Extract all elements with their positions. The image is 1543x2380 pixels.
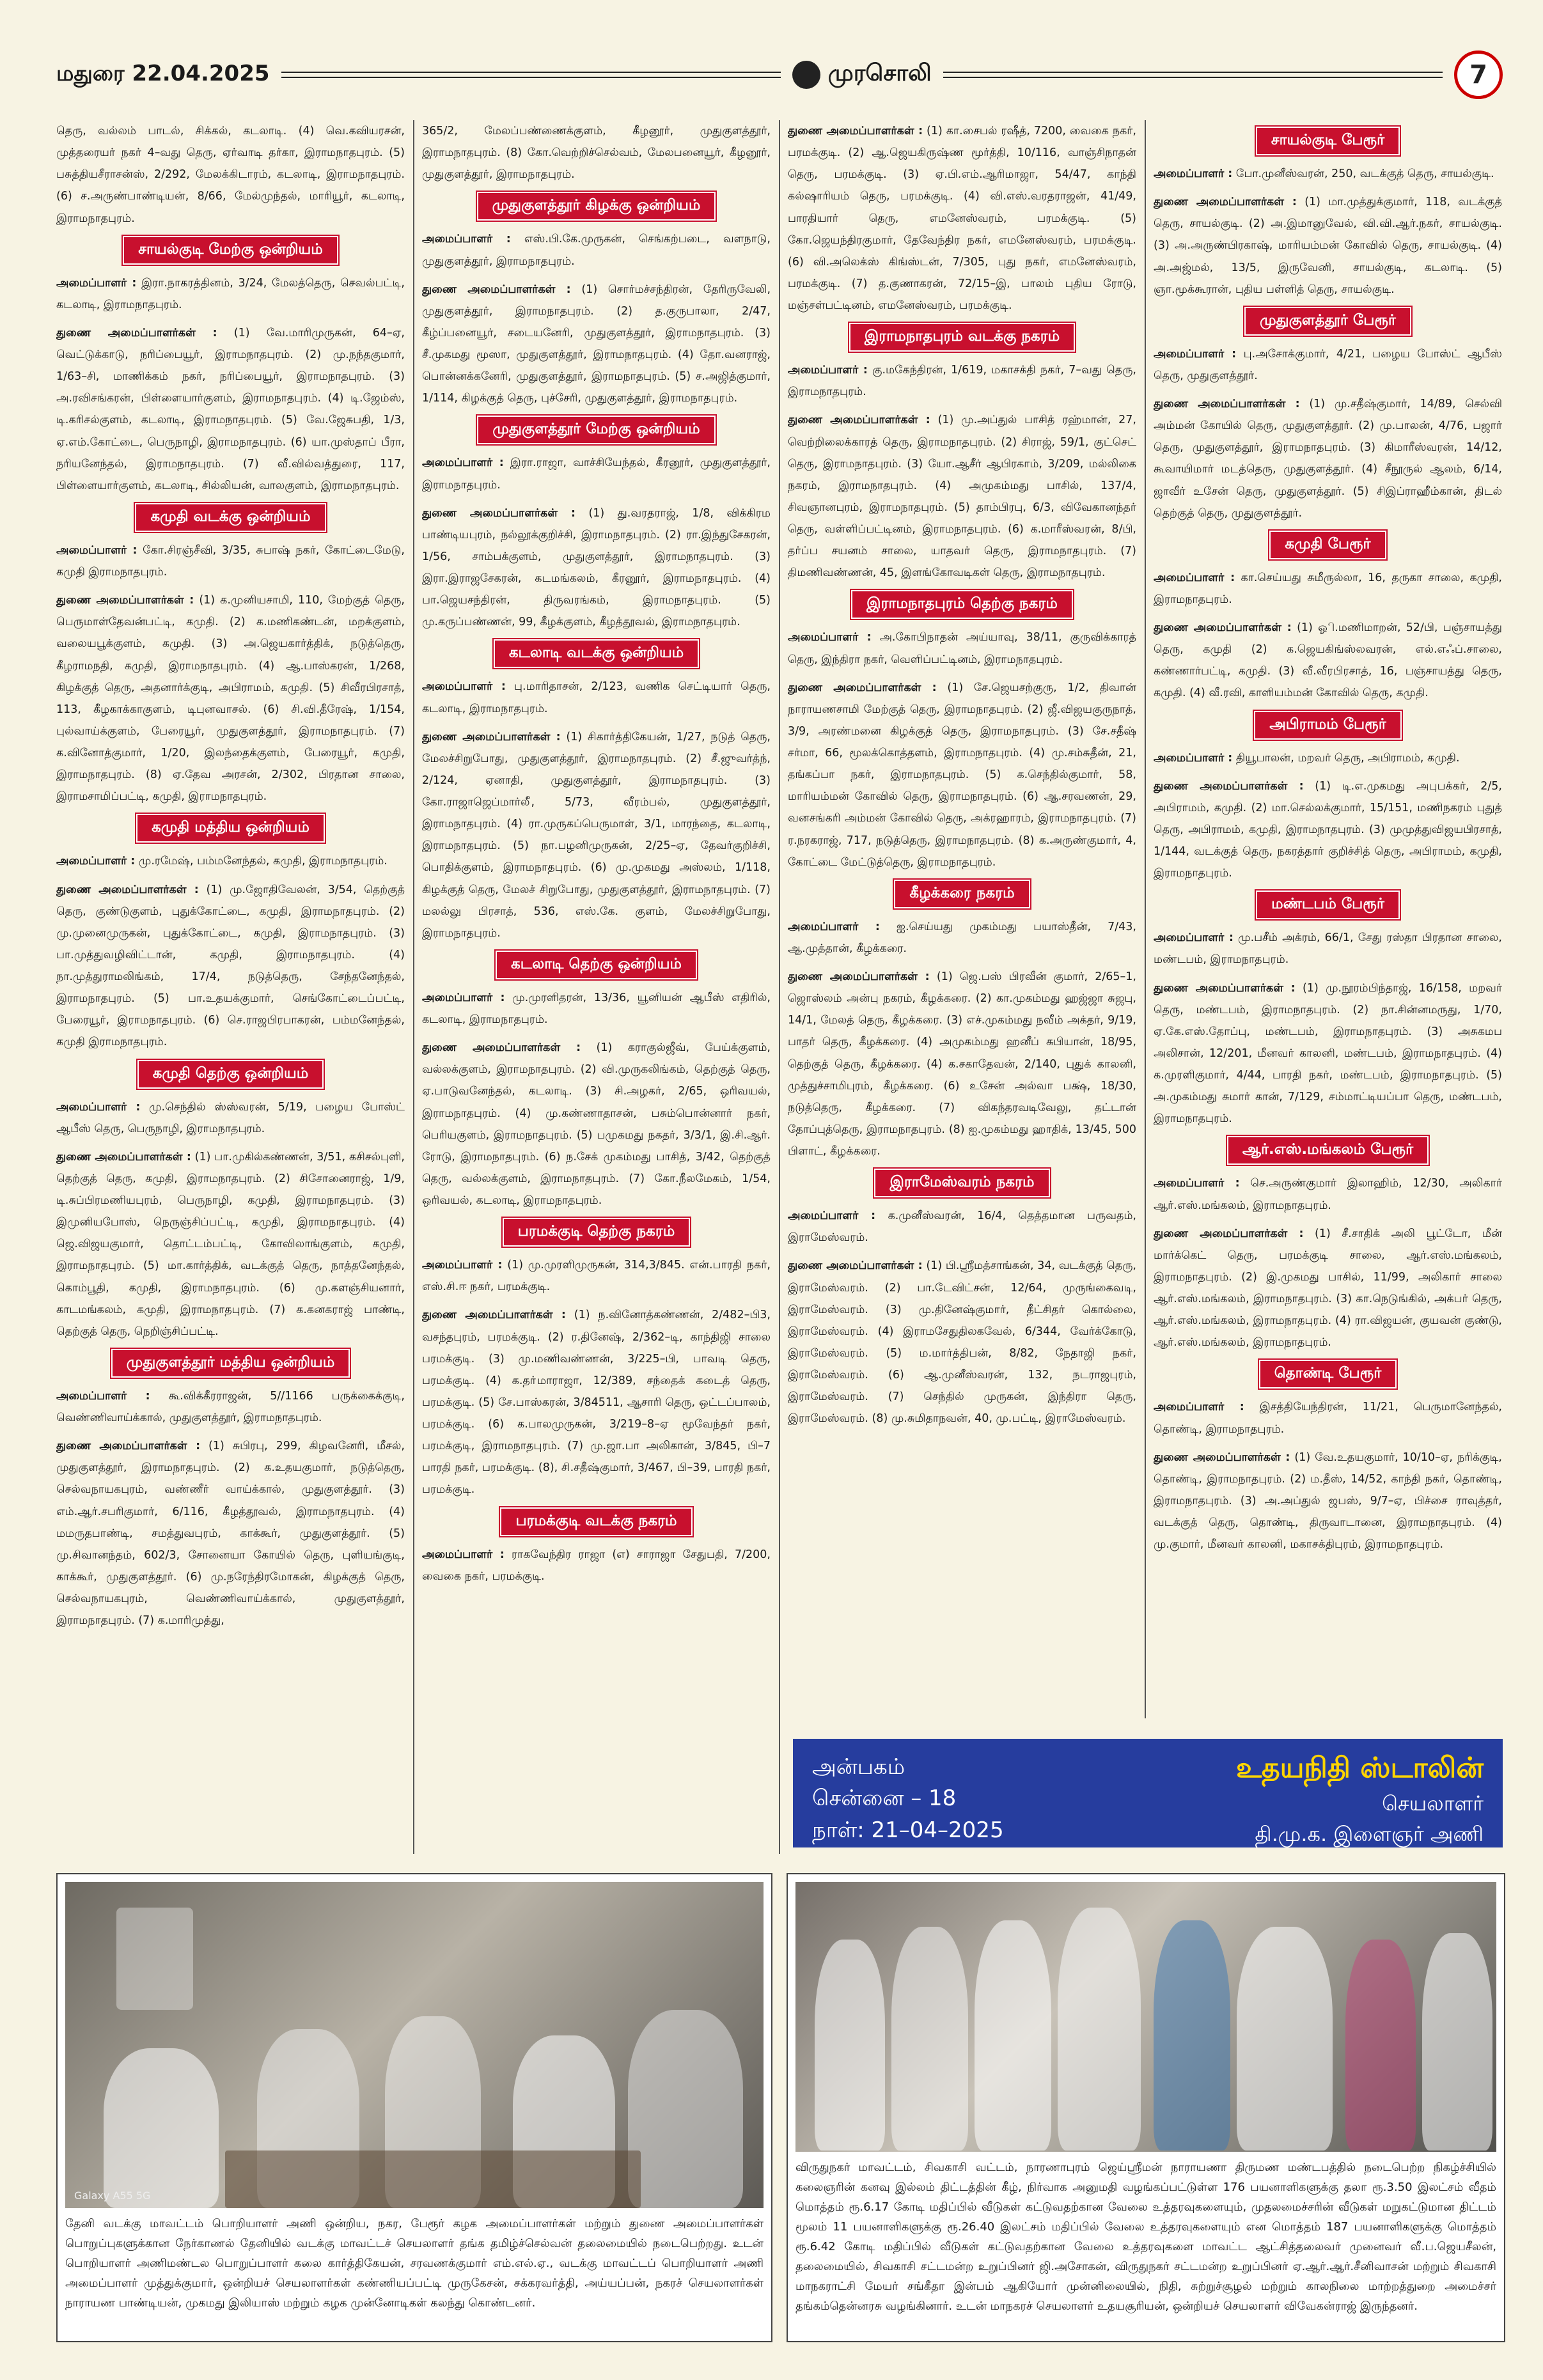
entry-body: (1) வே.மாரிமுருகன், 64–ஏ, வெட்டுக்காடு, நரிப்பையூர், இராமநாதபுரம். (2) மு.நந்தகுமார், 1/63–சி, மாணிக்கம் நகர், நரிப்பையூர், இராமநாதபுரம். (3) அ.ரவிசங்கரன், பிள்ளையார்குளம், இராமநாதபுரம். (4) டி.ஜேம்ஸ், டி.கரிசல்குளம், கடலாடி, இராமநாதபுரம். (5) வே.ஜேசுபதி, 1/3, ஏ.எம்.கோட்டை, பெருநாழி, இராமநாதபுரம். (6) யா.முஸ்தாப் பீரா, நரியனேந்தல், இராமநாதபுரம். (7) வீ.வில்வத்துரை, 117, பிள்ளையார்குளம், கடலாடி, சில்லியன், வாலகுளம், இராமநாதபுரம். xyxy=(56,326,405,492)
roster-entry xyxy=(1154,567,1502,611)
roster-entry xyxy=(1154,927,1502,970)
entry-body: (1) சுபிரபு, 299, கிழவனேரி, மீசல், முதுகுளத்தூர், இராமநாதபுரம். (2) க.உதயகுமார், நடுத்தெரு, செல்வநாயகபுரம், வண்ணீர் வாய்க்கால், முதுகுளத்தூர். (3) எம்.ஆர்.சபரிகுமார், 6/116, கீழத்தூவல், இராமநாதபுரம். (4) மமருதபாண்டி, சமத்துவபுரம், காக்கூர், முதுகுளத்தூர். (5) மு.சிவானந்தம், 602/3, சோனையா கோயில் தெரு, புளியங்குடி, காக்கூர், முதுகுளத்தூர். (6) மு.நரேந்திரமோகன், கிழக்குத் தெரு, செல்வநாயகபுரம், வெண்ணிவாய்க்கால், முதுகுளத்தூர், இராமநாதபுரம். (7) க.மாரிமுத்து, xyxy=(56,1440,405,1628)
roster-entry xyxy=(56,1385,405,1429)
entry-body: (1) க.முனியசாமி, 110, மேற்குத் தெரு, பெருமாள்தேவன்பட்டி, கமுதி. (2) க.மணிகண்டன், மறக்குளம், வலையபூக்குளம், கமுதி. (3) அ.ஜெயகார்த்திக், நடுத்தெரு, கீழராமநதி, கமுதி, இராமநாதபுரம். (4) ஆ.பாஸ்கரன், 1/268, கிழக்குத் தெரு, அதனார்க்குடி, அபிராமம், கமுதி. (5) சிவீரபிரசாத், 113, கீழகாக்காகுளம், டிபுனவாசல். (6) சி.வி.தீரேஷ், 1/154, புல்வாய்க்குளம், பேரையூர், முதுகுளத்தூர், இராமநாதபுரம். (7) க.வினோத்குமார், 1/20, இலந்தைக்குளம், பேரையூர், கமுதி, இராமநாதபுரம். (8) ஏ.தேவ அரசன், 2/302, பிரதான சாலை, இராமசாமிப்பட்டி, கமுதி, இராமநாதபுரம். xyxy=(56,594,405,804)
entry-role: துணை அமைப்பாளர்கள் : xyxy=(1154,196,1297,209)
entry-body: (1) து.வரதராஜ், 1/8, விக்கிரம பாண்டியபுரம், நல்லூக்குறிச்சி, இராமநாதபுரம். (2) ரா.இந்துசேகரன், 1/56, சாம்பக்குளம், முதுகுளத்தூர், இராமநாதபுரம். (3) இரா.இராஜசேகரன், கடமங்கலம், கீரனூர், இராமநாதபுரம். (4) பா.ஜெயசந்திரன், திருவரங்கம், இராமநாதபுரம். (5) மு.கருப்பண்ணன், 99, கீழக்குளம், கீழத்தூவல், இராமநாதபுரம். xyxy=(422,506,771,629)
roster-entry xyxy=(422,120,771,185)
entry-role: துணை அமைப்பாளர்கள் : xyxy=(1154,1451,1290,1464)
entry-body: மு.முரளிதரன், 13/36, யூனியன் ஆபீஸ் எதிரில், கடலாடி, இராமநாதபுரம். xyxy=(422,991,771,1026)
roster-entry xyxy=(56,879,405,1054)
meeting-photo xyxy=(65,1882,764,2208)
place-date: மதுரை 22.04.2025 xyxy=(56,61,270,86)
section-heading: முதுகுளத்தூர் மத்திய ஒன்றியம் xyxy=(111,1349,350,1378)
entry-role: துணை அமைப்பாளர்கள் : xyxy=(1154,398,1300,410)
entry-role: துணை அமைப்பாளர்கள் : xyxy=(788,125,923,137)
entry-role: துணை அமைப்பாளர்கள் : xyxy=(56,594,194,607)
signatory-org: தி.மு.க. இளைஞர் அணி xyxy=(1255,1822,1484,1846)
entry-body: (1) பி.ஸ்ரீமத்சாங்கன், 34, வடக்குத் தெரு, இராமேஸ்வரம். (2) பா.டேவிட்சன், 12/64, முருங்கைவடி, இராமேஸ்வரம். (3) மு.தினேஷ்குமார், தீட்சிதர் கொல்லை, இராமேஸ்வரம். (4) இராமசேதுதிலகவேல், 6/344, வேர்க்கோடு, இராமேஸ்வரம். (5) ம.மார்த்திபன், 8/82, நேதாஜி நகர், இராமேஸ்வரம். (6) ஆ.முனீஸ்வரன், 132, நடராஜபுரம், இராமேஸ்வரம். (7) செந்தில் முருகன், இந்திரா தெரு, இராமேஸ்வரம். (8) மு.சுமிதாநவன், 40, மு.பட்டி, இராமேஸ்வரம். xyxy=(788,1259,1136,1426)
entry-role: அமைப்பாளர் : xyxy=(1154,347,1237,361)
section-heading: இராமேஸ்வரம் நகரம் xyxy=(874,1169,1049,1197)
section-heading: கடலாடி தெற்கு ஒன்றியம் xyxy=(496,951,697,979)
entry-role: அமைப்பாளர் : xyxy=(56,1389,150,1403)
entry-role: அமைப்பாளர் : xyxy=(422,1548,505,1561)
entry-body: பு.அசோக்குமார், 4/21, பழைய போஸ்ட் ஆபீஸ் தெரு, முதுகுளத்தூர். xyxy=(1154,347,1502,382)
entry-body: பு.மாரிதாசன், 2/123, வணிக செட்டியார் தெரு, கடலாடி, இராமநாதபுரம். xyxy=(422,680,771,715)
entry-body: (1) மு.முரளிமுருகன், 314,3/845. என்.பாரதி நகர், எஸ்.சி.ஈ நகர், பரமக்குடி. xyxy=(422,1259,771,1294)
entry-body: போ.முனீஸ்வரன், 250, வடக்குத் தெரு, சாயல்குடி. xyxy=(1235,167,1494,180)
entry-role: துணை அமைப்பாளர்கள் : xyxy=(788,414,930,427)
entry-body: தியூபாலன், மறவர் தெரு, அபிராமம், கமுதி. xyxy=(1235,751,1460,765)
section-heading: முதுகுளத்தூர் கிழக்கு ஒன்றியம் xyxy=(477,192,716,221)
roster-entry xyxy=(1154,343,1502,387)
entry-role: அமைப்பாளர் : xyxy=(56,1100,141,1114)
entry-body: (1) மு.அப்துல் பாசித் ரஹ்மான், 27, வெற்றிலைக்காரத் தெரு, இராமநாதபுரம். (2) சிராஜ், 59/1, குட்செட் தெரு, இராமநாதபுரம். (3) யோ.ஆசீர் ஆபிரகாம், 3/209, மல்லிகை நகரம், இராமநாதபுரம். (4) அமுகம்மது பாசில், 137/4, சிவஞானபுரம், இராமநாதபுரம். (5) தாம்பிரபு, 6/3, விவேகானந்தர் தெரு, வள்ளிப்பட்டினம், இராமநாதபுரம். (6) க.மாரீஸ்வரன், 8/பி, தர்ப்ப சயனம் சாலை, யாதவர் தெரு, இராமநாதபுரம். (7) திமணிவண்ணன், 45, இளங்கோவடிகள் தெரு, இராமநாதபுரம். xyxy=(788,414,1136,580)
entry-body: (1) மு.நூரம்பிந்தாஜ், 16/158, மறவர் தெரு, மண்டபம், இராமநாதபுரம். (2) நா.சின்னமருது, 1/70, ஏ.கே.எஸ்.தோப்பு, மண்டபம், இராமநாதபுரம். (3) அசுகமப அலிசான், 12/201, மீனவர் காலனி, மண்டபம், இராமநாதபுரம். (4) க.முரளிகுமார், 4/44, பாரதி நகர், மண்டபம், இராமநாதபுரம். (5) அ.முகம்மது சுமார் கான், 7/129, சம்மாட்டியப்பா தெரு, மண்டபம், இராமநாதபுரம். xyxy=(1154,981,1502,1126)
entry-body: கோ.சிரஞ்சீவி, 3/35, சுபாஷ் நகர், கோட்டைமேடு, கமுதி இராமநாதபுரம். xyxy=(56,543,405,579)
roster-entry xyxy=(422,1254,771,1298)
ceremony-photo xyxy=(795,1882,1496,2152)
entry-body: தெரு, வல்லம் பாடல், சிக்கல், கடலாடி. (4) வெ.கவியரசன், முத்தரையர் நகர் 4–வது தெரு, ஏர்வாடி தர்கா, இராமநாதபுரம். (5) பசுத்தியசீராசன்ஸ், 2/292, மேலக்கிடாரம், கடலாடி, இராமநாதபுரம். (6) ச.அருண்பாண்டியன், 8/66, மேல்முந்தல், மாரியூர், கடலாடி, இராமநாதபுரம். xyxy=(56,125,405,225)
roster-entry xyxy=(788,409,1136,584)
announcement-origin xyxy=(793,1739,1148,1847)
column-1 xyxy=(56,120,405,1854)
section-heading: கமுதி தெற்கு ஒன்றியம் xyxy=(137,1060,324,1089)
roster-entry xyxy=(422,676,771,719)
section-heading: கமுதி வடக்கு ஒன்றியம் xyxy=(135,503,325,532)
section-heading: சாயல்குடி பேரூர் xyxy=(1256,127,1400,155)
roster-entry xyxy=(422,279,771,410)
entry-role: அமைப்பாளர் : xyxy=(1154,751,1233,765)
section-heading: பரமக்குடி தெற்கு நகரம் xyxy=(503,1218,691,1247)
entry-body: (1) சொர்மச்சந்திரன், தேரிருவேலி, முதுகுளத்தூர், இராமநாதபுரம். (2) த.குருபாலா, 2/47, கீழ்ப்பனையூர், சடையனேரி, முதுகுளத்தூர், இராமநாதபுரம். (3) சீ.முகமது மூஸா, முதுகுளத்தூர், இராமநாதபுரம். (4) தோ.வனராஜ், பொன்னக்கனேரி, முதுகுளத்தூர், இராமநாதபுரம். (5) ச.அஜித்குமார், 1/114, கிழக்குத் தெரு, புச்சேரி, முதுகுளத்தூர், இராமநாதபுரம். xyxy=(422,283,771,405)
section-heading: தொண்டி பேரூர் xyxy=(1259,1360,1397,1388)
roster-entry xyxy=(1154,1172,1502,1216)
entry-role: அமைப்பாளர் : xyxy=(422,991,505,1004)
entry-body: (1) மு.சதீஷ்குமார், 14/89, செல்வி அம்மன் கோயில் தெரு, முதுகுளத்தூர். (2) மு.பாலன், 4/76, பஜார் தெரு, முதுகுளத்தூர், இராமநாதபுரம். (3) கிமாரீஸ்வரன், 14/12, கூவாயிமார் மடத்தெரு, முதுகுளத்தூர். (4) சீநூருல் ஆலம், 6/14, ஜாவீர் உசேன் தெரு, முதுகுளத்தூர். (5) சிஇப்ராஹீம்கான், திடல் தெற்குத் தெரு, முதுகுளத்தூர். xyxy=(1154,398,1502,520)
entry-role: துணை அமைப்பாளர்கள் : xyxy=(422,730,561,743)
section-heading: இராமநாதபுரம் தெற்கு நகரம் xyxy=(851,590,1073,619)
roster-entry xyxy=(56,1146,405,1342)
entry-role: அமைப்பாளர் : xyxy=(788,364,868,377)
photo-caption-left: தேனி வடக்கு மாவட்டம் பொறியாளர் அணி ஒன்றிய, நகர, பேரூர் கழக அமைப்பாளர்கள் மற்றும் துணை அமைப்பாளர்கள் பொறுப்புகளுக்கான நேர்காணல் தேனியில் வடக்கு மாவட்டச் செயலாளர் தங்க தமிழ்ச்செல்வன் தலைமையில் நடைபெற்றது. உடன் பொறியாளர் அணிமண்டல பொறுப்பாளர் கலை கார்த்திகேயன், சரவணக்குமார் எம்.எல்.ஏ., வடக்கு மாவட்டப் பொறியாளர் அணி அமைப்பாளர் முத்துக்குமார், ஒன்றியச் செயலாளர்கள் கண்ணியப்பட்டி முருகேசன், சக்கரவர்த்தி, அய்யப்பன், நகரச் செயலாளர்கள் நாராயண பாண்டியன், முகமது இலியாஸ் மற்றும் கழக முன்னோடிகள் கலந்து கொண்டனர். xyxy=(65,2217,764,2310)
roster-entry xyxy=(788,626,1136,670)
roster-entry xyxy=(1154,1223,1502,1354)
announcement-date: நாள்: 21–04–2025 xyxy=(812,1817,1004,1843)
entry-role: துணை அமைப்பாளர்கள் : xyxy=(56,326,217,339)
page-number: 7 xyxy=(1454,51,1503,99)
roster-entry xyxy=(788,120,1136,316)
paper-name: முரசொலி xyxy=(827,60,932,86)
roster-entry xyxy=(1154,1396,1502,1440)
entry-role: துணை அமைப்பாளர்கள் : xyxy=(788,970,930,983)
section-heading: கீழக்கரை நகரம் xyxy=(894,880,1030,908)
entry-body: ஐ.செய்யது முகம்மது பயாஸ்தீன், 7/43, ஆ.முத்தான், கீழக்கரை. xyxy=(788,920,1136,955)
roster-entry xyxy=(1154,747,1502,769)
entry-body: கு.மகேந்திரன், 1/619, மகாசக்தி நகர், 7–வது தெரு, இராமநாதபுரம். xyxy=(788,364,1136,399)
column-3 xyxy=(788,120,1136,1718)
column-4 xyxy=(1154,120,1502,1718)
section-heading: முதுகுளத்தூர் பேரூர் xyxy=(1244,307,1411,336)
roster-entry xyxy=(788,916,1136,960)
roster-entry xyxy=(788,677,1136,873)
entry-role: துணை அமைப்பாளர்கள் : xyxy=(422,1041,581,1055)
entry-role: அமைப்பாளர் : xyxy=(1154,1177,1240,1190)
entry-body: (1) சீ.சாதிக் அலி பூட்டோ, மீன் மார்க்கெட் தெரு, பரமக்குடி சாலை, ஆர்.எஸ்.மங்கலம், இராமநாதபுரம். (2) இ.முகமது பாசில், 11/99, அலிகார் சாலை ஆர்.எஸ்.மங்கலம், இராமநாதபுரம். (3) கா.நெடுங்கில், அக்பர் தெரு, ஆர்.எஸ்.மங்கலம், இராமநாதபுரம். (4) ரா.விஜயன், குயவன் குண்டு, ஆர்.எஸ்.மங்கலம், இராமநாதபுரம். xyxy=(1154,1227,1502,1349)
column-2 xyxy=(422,120,771,1854)
roster-entry xyxy=(422,1544,771,1587)
entry-body: எஸ்.பி.கே.முருகன், செங்கற்படை, வளநாடு, முதுகுளத்தூர், இராமநாதபுரம். xyxy=(422,233,771,268)
roster-entry xyxy=(1154,977,1502,1130)
section-heading: கடலாடி வடக்கு ஒன்றியம் xyxy=(494,639,699,668)
roster-entry xyxy=(56,1435,405,1631)
entry-role: அமைப்பாளர் : xyxy=(788,1209,876,1223)
photo-watermark: Galaxy A55 5G xyxy=(74,2189,151,2202)
announcement-box xyxy=(793,1739,1503,1847)
entry-role: துணை அமைப்பாளர்கள் : xyxy=(788,681,937,694)
entry-body: கா.செய்யது சுமீருல்லா, 16, தருகா சாலை, கமுதி, இராமநாதபுரம். xyxy=(1154,571,1502,606)
column-divider xyxy=(1145,120,1146,1718)
entry-role: அமைப்பாளர் : xyxy=(1154,931,1234,945)
roster-entry xyxy=(56,540,405,583)
roster-entry xyxy=(788,1205,1136,1248)
entry-body: மு.பசீம் அக்ரம், 66/1, சேது ரஸ்தா பிரதான சாலை, மண்டபம், இராமநாதபுரம். xyxy=(1154,931,1502,967)
entry-body: இரா.நாகரத்தினம், 3/24, மேலத்தெரு, செவல்பட்டி, கடலாடி, இராமநாதபுரம். xyxy=(56,276,405,311)
entry-body: (1) பா.முகில்கண்ணன், 3/51, கசிசல்புளி, தெற்குத் தெரு, கமுதி, இராமநாதபுரம். (2) சிசோனைராஜ், 1/9, டி.சுப்பிரமணியபுரம், பெருநாழி, கமுதி, இராமநாதபுரம். (3) இமுனியபோஸ், நெருஞ்சிப்பட்டி, கமுதி, இராமநாதபுரம். (4) ஜெ.விஜயகுமார், தொட்டம்பட்டி, கோவிலாங்குளம், கமுதி, இராமநாதபுரம். (5) மா.கார்த்திக், வடக்குத் தெரு, நாத்தனேந்தல், கொம்பூதி, கமுதி, இராமநாதபுரம். (6) மு.களஞ்சியனார், காடமங்கலம், கமுதி, இராமநாதபுரம். (7) க.கனகராஜ் பாண்டி, தெற்குத் தெரு, நெறிஞ்சிப்பட்டி. xyxy=(56,1150,405,1338)
article-grid xyxy=(56,120,1503,1854)
section-heading: இராமநாதபுரம் வடக்கு நகரம் xyxy=(849,323,1075,352)
entry-role: அமைப்பாளர் : xyxy=(1154,571,1235,584)
masthead-rule-right xyxy=(943,72,1443,78)
entry-body: (1) ந.வினோத்கண்ணன், 2/482–பி3, வசந்தபுரம், பரமக்குடி. (2) ர.தினேஷ், 2/362–டி, காந்திஜி சாலை பரமக்குடி. (3) மு.மணிவண்ணன், 3/225–பி, பாவடி தெரு, பரமக்குடி. (4) க.தா்மாராஜா, 12/389, சந்தைக் கடைத் தெரு, பரமக்குடி. (5) சே.பாஸ்கரன், 3/84511, ஆசாரி தெரு, ஒட்டப்பாலம், பரமக்குடி. (6) க.பாலமுருகன், 3/219–8–ஏ மூவேந்தர் நகர், பரமக்குடி, இராமநாதபுரம். (7) மு.ஜா.பா அலிகான், 3/845, பி–7 பாரதி நகர், பரமக்குடி. (8), சி.சதீஷ்குமார், 3/467, பி–39, பாரதி நகர், பரமக்குடி. xyxy=(422,1309,771,1497)
section-heading: பரமக்குடி வடக்கு நகரம் xyxy=(500,1507,692,1536)
entry-body: கூ.விக்கீரராஜன், 5//1166 பருக்கைக்குடி, வெண்ணிவாய்க்கால், முதுகுளத்தூர், இராமநாதபுரம். xyxy=(56,1389,405,1424)
masthead-title xyxy=(792,60,932,89)
entry-role: அமைப்பாளர் : xyxy=(1154,167,1233,180)
entry-role: துணை அமைப்பாளர்கள் : xyxy=(1154,981,1296,995)
roster-entry xyxy=(422,502,771,634)
entry-body: 365/2, மேலப்பண்ணைக்குளம், கீழனூர், முதுகுளத்தூர், இராமநாதபுரம். (8) கோ.வெற்றிச்செல்வம், மேலபனையூர், கீழனூர், முதுகுளத்தூர், இராமநாதபுரம். xyxy=(422,125,771,182)
roster-entry xyxy=(422,452,771,495)
photo-caption-right: விருதுநகர் மாவட்டம், சிவகாசி வட்டம், நாரணாபுரம் ஜெய்ஸ்ரீமன் நாராயணா திருமண மண்டபத்தில் நடைபெற்ற நிகழ்ச்சியில் கலைஞரின் கனவு இல்லம் திட்டத்தின் கீழ், நிர்வாக அனுமதி வழங்கப்பட்டுள்ள 176 பயனாளிகளுக்கு தலா ரூ.3.50 இலட்சம் வீதம் மொத்தம் ரூ.6.17 கோடி மதிப்பில் வீடுகள் கட்டுவதற்கான வேலை உத்தரவுகளையும், முதலமைச்சரின் வீடுகள் மறுகட்டுமான திட்டம் மூலம் 11 பயனாளிகளுக்கு ரூ.26.40 இலட்சம் மதிப்பில் வேலை உத்தரவுகளையும் என மொத்தம் 187 பயனாளிகளுக்கு மொத்தம் ரூ.6.42 கோடி மதிப்பில் வீடுகள் கட்டுவதற்கான வேலை உத்தரவுகளை மாவட்ட ஆட்சித்தலைவர் முனைவர் வீ.ப.ஜெயசீலன், தலைமையில், சிவகாசி சட்டமன்ற உறுப்பினர் ஜி.அசோகன், விருதுநகர் சட்டமன்ற உறுப்பினர் ஏ.ஆர்.ஆர்.சீனிவாசன் மற்றும் சிவகாசி மாநகராட்சி மேயர் சங்கீதா இன்பம் ஆகியோர் முன்னிலையில், நிதி, சுற்றுச்சூழல் மற்றும் காலநிலை மாற்றத்துறை அமைச்சர் தங்கம்தென்னரசு வழங்கினார். உடன் மாநகரச் செயலாளர் உதயசூரியன், ஒன்றியச் செயலாளர் விவேகன்ராஜ் இருந்தனர். xyxy=(795,2161,1496,2313)
entry-role: துணை அமைப்பாளர்கள் : xyxy=(1154,621,1292,634)
roster-entry xyxy=(56,322,405,497)
entry-body: (1) சிகார்த்திகேயன், 1/27, நடுத் தெரு, மேலச்சிறுபோது, முதுகுளத்தூர், இராமநாதபுரம். (2) சீ.ஜுவர்த்ந், 2/124, ஏனாதி, முதுகுளத்தூர், இராமநாதபுரம். (3) கோ.ராஜாஜெப்மார்லீ், 5/73, வீரம்பல், முதுகுளத்தூர், இராமநாதபுரம். (4) ரா.முருகப்பெருமாள், 3/1, மாரந்தை, கடலாடி, இராமநாதபுரம். (5) நா.பழனிமுருகன், 2/25–ஏ, தேவர்குறிச்சி, பொதிக்குளம், இராமநாதபுரம். (6) மு.முகமது அஸ்லம், 1/118, கிழக்குத் தெரு, மேலச் சிறுபோது, முதுகுளத்தூர், இராமநாதபுரம். (7) மலல்லு பிரசாத், 536, எஸ்.கே. குளம், மேலச்சிறுபோது, இராமநாதபுரம். xyxy=(422,730,771,940)
entry-body: அ.கோபிநாதன் அய்யாவு, 38/11, குருவிக்காரத் தெரு, இந்திரா நகர், வெளிப்பட்டினம், இராமநாதபுரம். xyxy=(788,631,1136,666)
announcement-place: அன்பகம் xyxy=(812,1754,905,1780)
roster-entry xyxy=(1154,163,1502,185)
entry-role: துணை அமைப்பாளர்கள் : xyxy=(422,506,576,520)
entry-role: அமைப்பாளர் : xyxy=(422,680,506,694)
announcement-signatory xyxy=(1148,1739,1503,1847)
roster-entry xyxy=(1154,191,1502,300)
section-heading: முதுகுளத்தூர் மேற்கு ஒன்றியம் xyxy=(477,416,715,444)
masthead xyxy=(56,52,1503,97)
roster-entry xyxy=(56,589,405,807)
entry-role: துணை அமைப்பாளர்கள் : xyxy=(56,1150,191,1163)
roster-entry xyxy=(422,987,771,1031)
section-heading: மண்டபம் பேரூர் xyxy=(1256,891,1400,919)
column-divider xyxy=(779,120,780,1854)
photo-story-right xyxy=(787,1873,1505,2342)
entry-role: அமைப்பாளர் : xyxy=(56,855,136,868)
section-heading: ஆர்.எஸ்.மங்கலம் பேரூர் xyxy=(1227,1136,1429,1165)
entry-body: செ.அருண்குமார் இலாஹிம், 12/30, அலிகார் ஆர்.எஸ்.மங்கலம், இராமநாதபுரம். xyxy=(1154,1177,1502,1212)
roster-entry xyxy=(422,228,771,272)
entry-body: ராகவேந்திர ராஜா (எ) சாராஜா சேதுபதி, 7/200, வைகை நகர், பரமக்குடி. xyxy=(422,1548,771,1583)
photo-story-left xyxy=(56,1873,772,2342)
section-heading: சாயல்குடி மேற்கு ஒன்றியம் xyxy=(123,236,338,265)
section-heading: கமுதி மத்திய ஒன்றியம் xyxy=(136,814,325,843)
masthead-rule-left xyxy=(281,72,781,78)
entry-body: இசத்தியேந்திரன், 11/21, பெருமானேந்தல், தொண்டி, இராமநாதபுரம். xyxy=(1154,1401,1502,1436)
entry-body: (1) கராகுல்ஜீவ், பேய்க்குளம், வல்லக்குளம், இராமநாதபுரம். (2) வி.முருகலிங்கம், தெற்குத் தெரு, ஏ.பாடுவனேந்தல், கடலாடி. (3) சி.அழகர், 2/65, ஒரிவயல், இராமநாதபுரம். (4) மு.கண்ணாதாசன், பசும்பொன்னார் நகர், பெரியகுளம், இராமநாதபுரம். (5) பமுகமது நகதர், 3/3/1, இ.சி.ஆர். ரோடு, இராமநாதபுரம். (6) ந.சேக் முகம்மது பாசித், 3/42, தெற்குத் தெரு, வல்லக்குளம், இராமநாதபுரம். (7) கோ.நீலமேகம், 1/54, ஒரிவயல், கடலாடி, இராமநாதபுரம். xyxy=(422,1041,771,1207)
entry-body: (1) மு.ஜோதிவேலன், 3/54, தெற்குத் தெரு, குண்டுகுளம், புதுக்கோட்டை, கமுதி, இராமநாதபுரம். (2) மு.முனைமுருகன், புதுக்கோட்டை, கமுதி, இராமநாதபுரம். (3) பா.முத்துவழிவிட்டான், கமுதி, இராமநாதபுரம். (4) நா.முத்துராமலிங்கம், 17/4, நடுத்தெரு, சேந்தனேந்தல், இராமநாதபுரம். (5) பா.உதயக்குமார், செங்கோட்டைப்பட்டி, பேரையூர், இராமநாதபுரம். (6) செ.ராஜபிரபாகரன், பம்மனேந்தல், கமுதி இராமநாதபுரம். xyxy=(56,883,405,1049)
entry-body: (1) ஓி.மணிமாறன், 52/பி, பஞ்சாயத்து தெரு, கமுதி (2) க.ஜெயகிங்ஸ்லவரன், எல்.எஃப்.சாலை, கண்ணார்பட்டி, கமுதி. (3) வீ.வீரபிரசாத், 16, பஞ்சாயத்து தெரு, கமுதி. (4) வீ.ரவி, காளியம்மன் கோவில் தெரு, கமுதி. xyxy=(1154,621,1502,700)
entry-role: துணை அமைப்பாளர்கள் : xyxy=(1154,1227,1304,1240)
entry-role: அமைப்பாளர் : xyxy=(422,233,511,246)
entry-role: அமைப்பாளர் : xyxy=(788,920,880,933)
entry-body: மு.ரமேஷ், பம்மனேந்தல், கமுதி, இராமநாதபுரம். xyxy=(138,855,388,868)
announcement-city: சென்னை – 18 xyxy=(812,1785,957,1812)
entry-body: மு.செந்தில் ஸ்ஸ்வரன், 5/19, பழைய போஸ்ட் ஆபீஸ் தெரு, பெருநாழி, இராமநாதபுரம். xyxy=(56,1100,405,1135)
entry-role: அமைப்பாளர் : xyxy=(1154,1401,1244,1414)
entry-role: அமைப்பாளர் : xyxy=(422,456,504,470)
entry-body: (1) ஜெ.பஸ் பிரவீன் குமார், 2/65–1, ஜொஸ்லம் அன்பு நகரம், கீழக்கரை. (2) கா.முகம்மது ஹஜ்ஜா சுஜபு, 14/1, மேலத் தெரு, கீழக்கரை. (3) எச்.முகம்மது நவீம் அக்தர், 9/19, பாதர் தெரு, கீழக்கரை. (4) அமுகம்மது ஹனீப் சுபியான், 18/95, தெற்குத் தெரு, கீழக்கரை. (4) க.சகாதேவன், 2/140, புதுக் காலனி, முத்துச்சாமிபுரம், கீழக்கரை. (6) உசேன் அல்வா பக்ஷ், 18/30, நடுத்தெரு, கீழக்கரை. (7) விகந்தரவடிவேலு, தட்டான் தோப்புத்தெரு, இராமநாதபுரம். (8) ஐ.முகம்மது ஹாதிக், 13/45, 500 பிளாட், கீழக்கரை. xyxy=(788,970,1136,1158)
entry-role: அமைப்பாளர் : xyxy=(56,276,137,290)
signatory-name: உதயநிதி ஸ்டாலின் xyxy=(1236,1752,1484,1784)
entry-role: அமைப்பாளர் : xyxy=(788,631,872,644)
entry-role: துணை அமைப்பாளர்கள் : xyxy=(422,1309,566,1322)
roster-entry xyxy=(422,726,771,944)
signatory-title: செயலாளர் xyxy=(1382,1791,1484,1816)
rising-sun-logo-icon xyxy=(792,61,820,89)
entry-body: க.முனீஸ்வரன், 16/4, தெத்தமான பருவதம், இராமேஸ்வரம். xyxy=(788,1209,1136,1245)
entry-role: துணை அமைப்பாளர்கள் : xyxy=(422,283,571,296)
entry-body: (1) மா.முத்துக்குமார், 118, வடக்குத் தெரு, சாயல்குடி. (2) அ.இமானுவேல், வி.வி.ஆர்.நகர், சாயல்குடி. (3) அ.அருண்பிரகாஷ், மாரியம்மன் கோவில் தெரு, சாயல்குடி. (4) அ.அஜ்மல், 13/5, இருவேனி, சாயல்குடி, கடலாடி. (5) ஞா.மூக்கூரான், புதிய பள்ளித் தெரு, சாயல்குடி. xyxy=(1154,196,1502,296)
section-heading: அபிராமம் பேரூர் xyxy=(1254,711,1401,740)
entry-role: துணை அமைப்பாளர்கள் : xyxy=(56,883,199,896)
roster-entry xyxy=(788,966,1136,1162)
roster-entry xyxy=(788,1255,1136,1429)
entry-body: (1) வே.உதயகுமார், 10/10–ஏ, நரிக்குடி, தொண்டி, இராமநாதபுரம். (2) ம.தீஸ், 14/52, காந்தி நகர், தொண்டி, இராமநாதபுரம். (3) அ.அப்துல் ஜபஸ், 9/7–ஏ, பிச்சை ராவுத்தர், வடக்குத் தெரு, தொண்டி, திருவாடானை, இராமநாதபுரம். (4) மு.குமார், மீனவர் காலனி, மகாசக்திபுரம், இராமநாதபுரம். xyxy=(1154,1451,1502,1552)
roster-entry xyxy=(56,1096,405,1140)
roster-entry xyxy=(1154,1447,1502,1556)
roster-entry xyxy=(422,1304,771,1500)
roster-entry xyxy=(56,120,405,229)
entry-role: துணை அமைப்பாளர்கள் : xyxy=(1154,779,1304,793)
entry-role: அமைப்பாளர் : xyxy=(56,543,137,557)
entry-role: அமைப்பாளர் : xyxy=(422,1259,503,1272)
roster-entry xyxy=(56,272,405,316)
entry-body: (1) சே.ஜெயசற்குரு, 1/2, திவான் நாராயணசாமி மேற்குத் தெரு, இராமநாதபுரம். (2) ஜீ.விஜயகுருநாத், 3/9, அரண்மனை கிழக்குத் தெரு, இராமநாதபுரம். (3) சே.சதீஷ் சர்மா, 66, மூலக்கொத்தளம், இராமநாதபுரம். (4) மு.சம்சுதீன், 21, தங்கப்பா நகர், இராமநாதபுரம். (5) க.செந்தில்குமார், 58, மாரியம்மன் கோவில் தெரு, இராமநாதபுரம். (6) ஆ.சரவணன், 29, வனசங்கரி அம்மன் கோவில் தெரு, அக்ரஹாரம், இராமநாதபுரம். (7) ர.நரகராஜ், 717, நடுத்தெரு, இராமநாதபுரம். (8) க.அருண்குமார், 4, கோட்டை மேட்டுத்தெரு, இராமநாதபுரம். xyxy=(788,681,1136,869)
roster-entry xyxy=(788,359,1136,403)
roster-entry xyxy=(1154,617,1502,704)
roster-entry xyxy=(56,850,405,872)
roster-entry xyxy=(422,1037,771,1211)
entry-body: இரா.ராஜா, வாச்சியேந்தல், கீரனூர், முதுகுளத்தூர், இராமநாதபுரம். xyxy=(422,456,771,492)
entry-role: துணை அமைப்பாளர்கள் : xyxy=(56,1440,201,1453)
section-heading: கமுதி பேரூர் xyxy=(1269,531,1386,559)
column-divider xyxy=(413,120,414,1854)
entry-body: (1) கா.சைபல் ரஷீத், 7200, வைகை நகர், பரமக்குடி. (2) ஆ.ஜெயகிருஷ்ண மூர்த்தி, 10/116, வாஞ்சிநாதன் தெரு, பரமக்குடி. (3) ஏ.பி.எம்.ஆரிமாஜா, 54/47, காந்தி கல்ஷாரியம் தெரு, பரமக்குடி. (4) வி.எஸ்.வரதராஜன், 41/49, பாரதியார் தெரு, எமனேஸ்வரம், பரமக்குடி. (5) கோ.ஜெயந்திரகுமார், தேவேந்திர நகர், எமனேஸ்வரம், பரமக்குடி. (6) வி.அலெக்ஸ் கிங்ஸ்டன், 7/305, புது நகர், எமனேஸ்வரம், பரமக்குடி. (7) த.குணாகரன், 72/15–இ, பாலம் புதிய ரோடு, மஞ்சள்பட்டினம், எமனேஸ்வரம், பரமக்குடி. xyxy=(788,125,1136,312)
roster-entry xyxy=(1154,775,1502,885)
roster-entry xyxy=(1154,393,1502,524)
entry-body: (1) டி.எ.முகமது அபுபக்கர், 2/5, அபிராமம், கமுதி. (2) மா.செல்லக்குமார், 15/151, மணிநகரம் புதுத் தெரு, அபிராமம், கமுதி, இராமநாதபுரம். (3) முமுத்துவிஜயபிரசாத், 1/144, வடக்குத் தெரு, நகரத்தார் குறிச்சித் தெரு, அபிராமம், கமுதி, இராமநாதபுரம். xyxy=(1154,779,1502,880)
entry-role: துணை அமைப்பாளர்கள் : xyxy=(788,1259,923,1273)
